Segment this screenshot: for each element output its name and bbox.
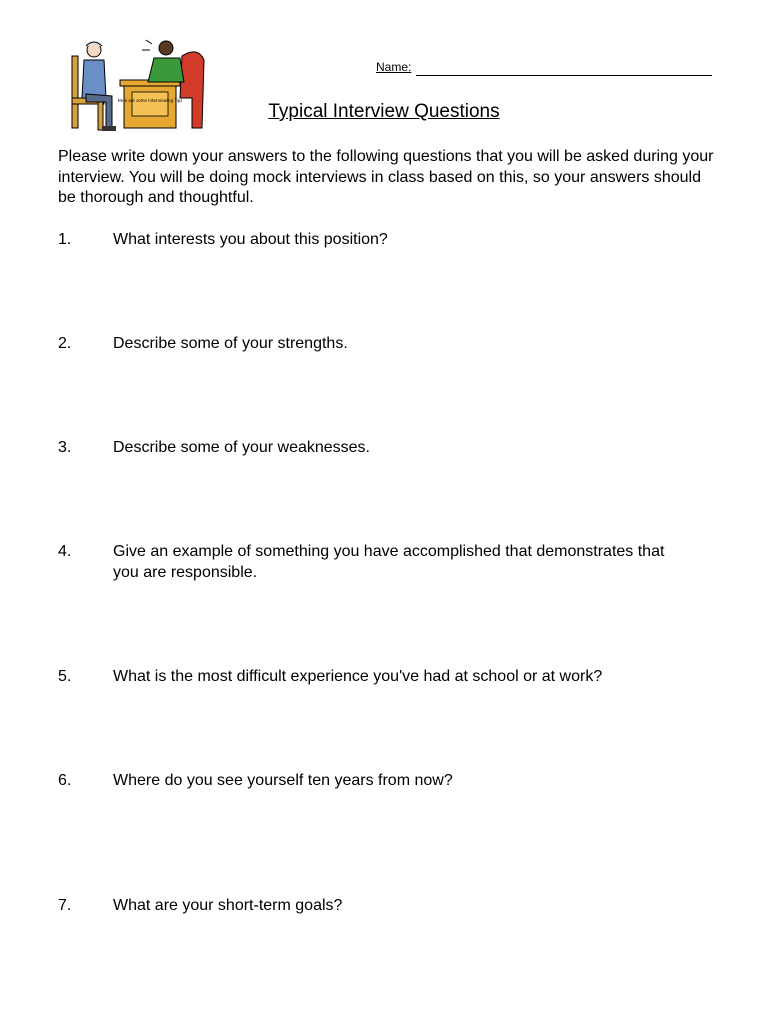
intro-paragraph: Please write down your answers to the following questions that you will be asked during your interview. You will be doing mock interviews in class based on this, so your answers should be thorough and thoughtful. bbox=[58, 148, 714, 206]
question-text: Give an example of something you have accomplished that demonstrates that you are responsible. bbox=[113, 543, 665, 581]
clipart-sign-text: Here are some Interviewing Tips bbox=[117, 98, 183, 103]
question-item bbox=[58, 666, 718, 687]
question-number: 3. bbox=[58, 439, 72, 456]
name-label: Name: bbox=[376, 60, 412, 74]
question-item bbox=[58, 333, 718, 354]
question-number: 7. bbox=[58, 897, 72, 914]
question-text: What are your short-term goals? bbox=[113, 897, 343, 914]
question-text: Describe some of your weaknesses. bbox=[113, 439, 370, 456]
question-text: Where do you see yourself ten years from now? bbox=[113, 772, 453, 789]
question-number: 1. bbox=[58, 231, 72, 248]
name-field[interactable] bbox=[376, 60, 712, 78]
page-title: Typical Interview Questions bbox=[268, 101, 500, 122]
question-item bbox=[58, 437, 718, 458]
question-item bbox=[58, 541, 718, 583]
question-text: What interests you about this position? bbox=[113, 231, 388, 248]
question-text: Describe some of your strengths. bbox=[113, 335, 348, 352]
question-number: 2. bbox=[58, 335, 72, 352]
question-item bbox=[58, 770, 718, 791]
question-number: 6. bbox=[58, 772, 72, 789]
question-item bbox=[58, 229, 718, 250]
question-number: 4. bbox=[58, 543, 72, 560]
question-text: What is the most difficult experience you've had at school or at work? bbox=[113, 668, 603, 685]
question-number: 5. bbox=[58, 668, 72, 685]
question-item bbox=[58, 895, 718, 916]
name-blank-line[interactable] bbox=[416, 75, 712, 76]
